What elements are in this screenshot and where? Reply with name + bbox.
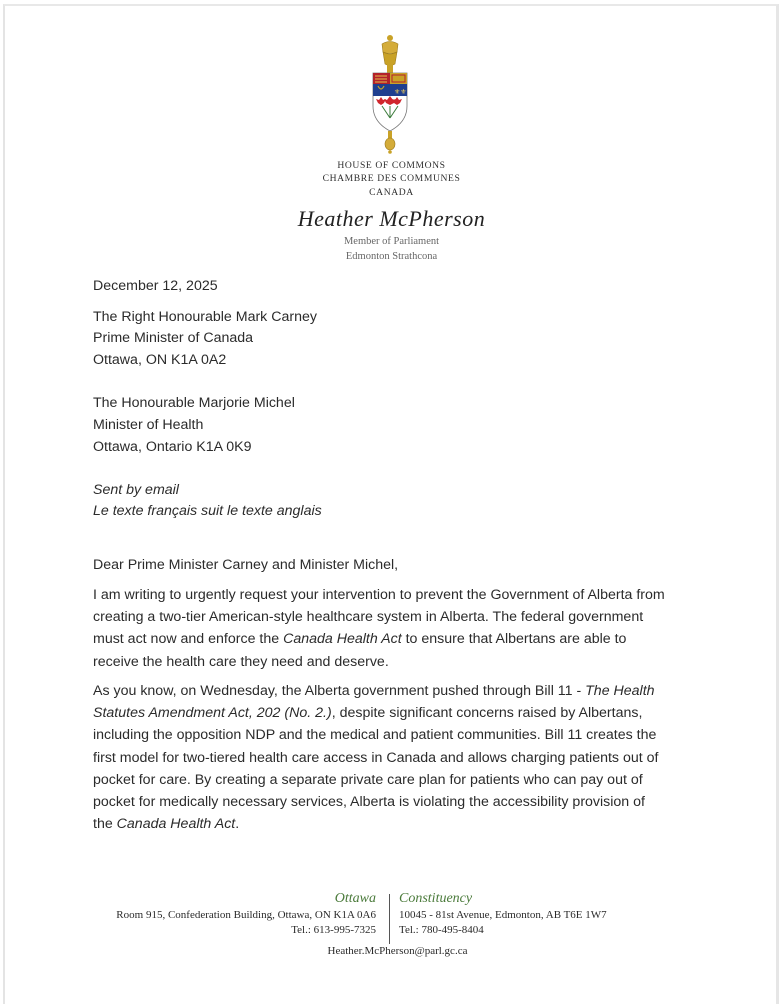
p2-text: As you know, on Wednesday, the Alberta government pushed through Bill 11 - <box>93 683 586 699</box>
act-title: Canada Health Act <box>116 816 236 833</box>
french-text-note: Le texte français suit le texte anglais <box>93 503 322 519</box>
p2-text: , despite significant concerns raised by Albertans, <box>331 705 643 722</box>
act-title: Canada Health Act <box>283 631 402 648</box>
ottawa-office <box>116 890 376 938</box>
p1-line: receive the health care they need and deserve. <box>93 653 389 670</box>
mp-riding: Edmonton Strathcona <box>345 251 438 262</box>
salutation: Dear Prime Minister Carney and Minister Michel, <box>93 557 399 573</box>
bill-title: The Health <box>585 683 655 699</box>
p2-line: pocket for medically necessary services, Alberta is violating the accessibility provision of <box>93 794 645 811</box>
mp-name: Heather McPherson <box>297 206 486 231</box>
constituency-office <box>399 890 607 938</box>
paragraph-1 <box>93 584 693 673</box>
email-address: Heather.McPherson@parl.gc.ca <box>327 945 468 957</box>
paragraph-2 <box>93 680 693 835</box>
sent-by-email-note: Sent by email <box>93 482 179 498</box>
letter-date: December 12, 2025 <box>93 278 218 294</box>
p2-line: including the opposition NDP and the medical and patient communities. Bill 11 creates the <box>93 727 657 744</box>
recipient2-line3: Ottawa, Ontario K1A 0K9 <box>93 439 252 455</box>
country: CANADA <box>369 187 414 198</box>
mp-title: Member of Parliament <box>343 236 440 247</box>
p1-line <box>93 628 693 650</box>
bill-title: Statutes Amendment Act, 202 (No. 2.) <box>93 705 332 722</box>
p2-line <box>93 702 693 724</box>
p2-line <box>93 680 693 702</box>
ottawa-office-phone: Tel.: 613-995-7325 <box>291 924 376 936</box>
recipient1-line3: Ottawa, ON K1A 0A2 <box>93 352 227 368</box>
p2-text: . <box>235 816 240 833</box>
institution-english: HOUSE OF COMMONS <box>337 160 446 171</box>
p1-line: I am writing to urgently request your intervention to prevent the Government of Alberta from <box>93 587 665 603</box>
p2-line: first model for two-tiered health care access in Canada and allows charging patients out of <box>93 749 659 766</box>
recipient1-line1: The Right Honourable Mark Carney <box>93 309 317 325</box>
p2-line <box>93 813 693 835</box>
constituency-office-phone: Tel.: 780-495-8404 <box>399 924 484 936</box>
ottawa-office-address: Room 915, Confederation Building, Ottawa, ON K1A 0A6 <box>116 909 376 921</box>
p1-line: creating a two-tier American-style healthcare system in Alberta. The federal government <box>93 609 644 626</box>
recipient1-line2: Prime Minister of Canada <box>93 330 254 346</box>
footer-divider <box>389 894 390 944</box>
house-of-commons-mace-crest-icon <box>367 34 413 154</box>
constituency-office-address: 10045 - 81st Avenue, Edmonton, AB T6E 1W7 <box>399 909 607 921</box>
institution-french: CHAMBRE DES COMMUNES <box>322 173 461 184</box>
constituency-office-label: Constituency <box>399 891 473 906</box>
p2-text: the <box>93 816 117 833</box>
recipient2-line2: Minister of Health <box>93 417 204 433</box>
p2-line: pocket for care. By creating a separate private care plan for patients who can pay out of <box>93 771 643 788</box>
ottawa-office-label: Ottawa <box>334 891 376 906</box>
svg-text:⚜⚜: ⚜⚜ <box>394 89 407 96</box>
p1-text: to ensure that Albertans are able to <box>401 631 627 648</box>
recipient2-line1: The Honourable Marjorie Michel <box>93 395 295 411</box>
p1-text: must act now and enforce the <box>93 631 284 648</box>
